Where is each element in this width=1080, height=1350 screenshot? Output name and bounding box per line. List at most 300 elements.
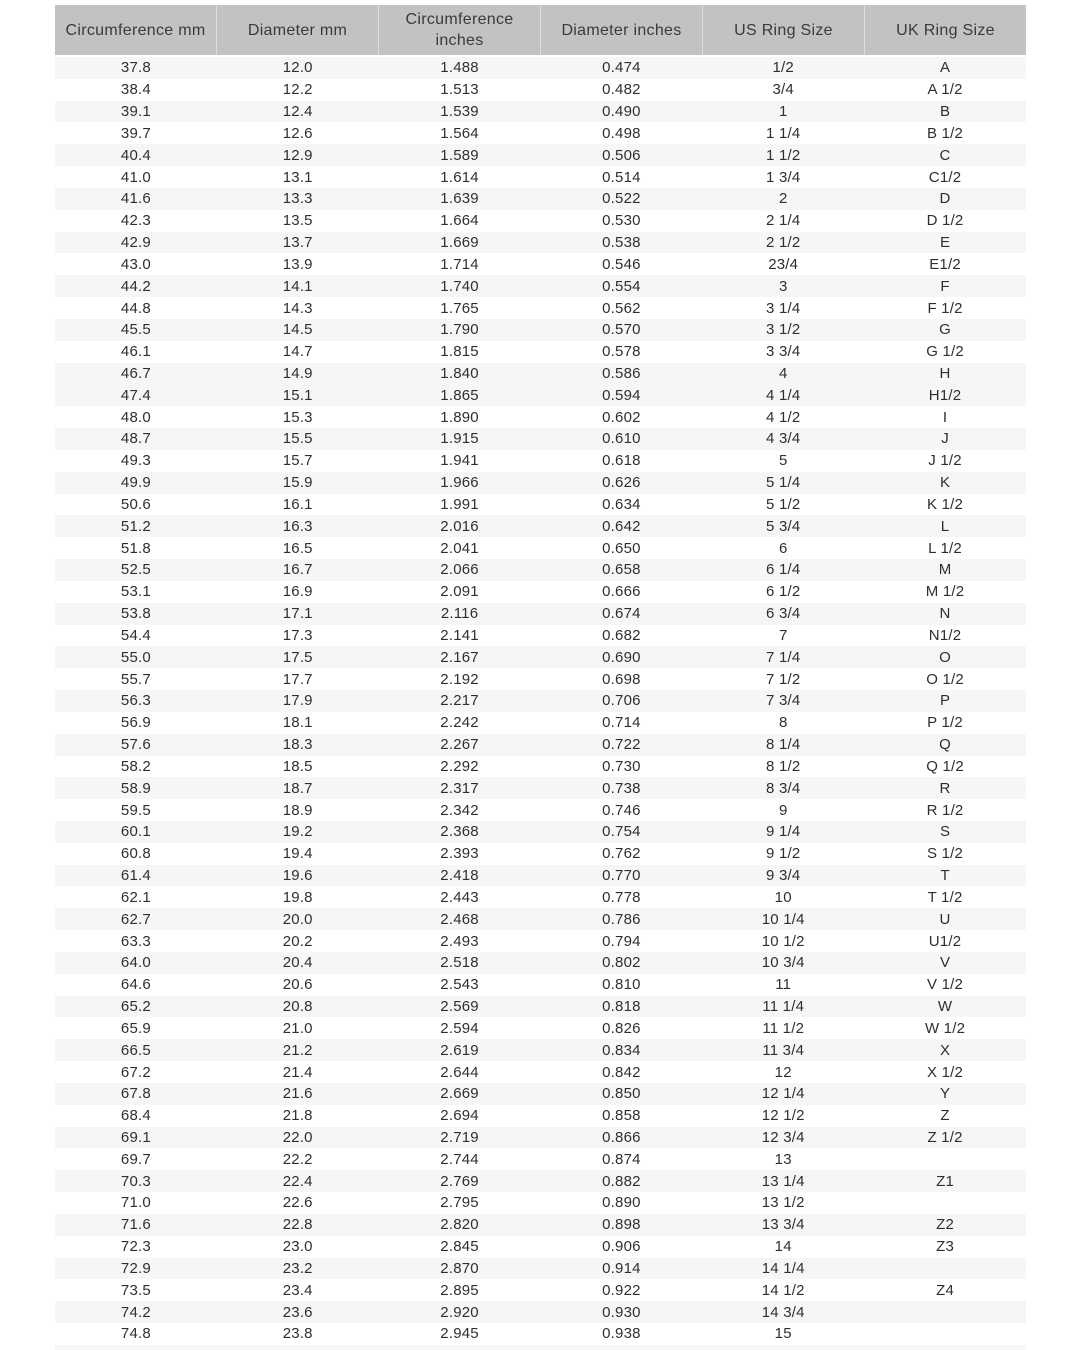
table-cell: 2.543 [440,976,479,994]
table-cell: 59.5 [120,801,151,819]
table-cell: 0.842 [602,1063,641,1081]
table-cell: 2.468 [440,910,479,928]
table-cell: 0.690 [602,648,641,666]
table-cell: 0.666 [602,583,641,601]
table-cell: 47.4 [120,386,151,404]
table-cell: 1.915 [440,430,479,448]
table-cell: 17.3 [282,626,313,644]
table-cell: 0.898 [602,1216,641,1234]
table-cell: 14.3 [282,299,313,317]
table-cell: 63.3 [120,932,151,950]
table-cell: 0.802 [602,954,641,972]
table-cell: 13 3/4 [761,1216,805,1234]
table-cell: 2 1/2 [766,234,801,252]
table-row [55,996,1026,1018]
table-cell: 0.778 [602,888,641,906]
table-row [55,1301,1026,1323]
table-cell [864,1323,1026,1345]
table-cell: Z2 [936,1216,954,1234]
table-cell: 0.586 [602,365,641,382]
table-cell: N [939,605,951,623]
table-cell: C [939,146,951,164]
table-cell: 17.7 [282,670,313,688]
table-cell: 2.569 [440,998,479,1016]
table-cell: 0.762 [602,845,641,863]
table-cell: 4 1/4 [766,386,801,404]
table-cell: 5 [778,452,788,470]
table-row [55,1192,1026,1214]
table-row [55,952,1026,974]
table-cell: 1.840 [440,365,479,382]
table-cell: D 1/2 [926,212,964,230]
table-cell: A 1/2 [927,81,963,99]
table-cell: 2.141 [440,626,479,644]
table-cell: 21.8 [282,1107,313,1125]
table-cell: 19.6 [282,867,313,885]
table-cell: 14.9 [282,365,313,382]
table-cell: 2.493 [440,932,479,950]
table-cell: V [939,954,951,972]
table-cell: 39.7 [120,124,151,142]
table-cell: Z 1/2 [927,1128,963,1146]
table-cell [217,1345,379,1350]
table-cell [864,1345,1026,1350]
table-row [55,101,1026,123]
table-row [55,843,1026,865]
table-cell: 48.0 [120,408,151,426]
table-cell: 0.850 [602,1085,641,1103]
table-cell: 6 1/2 [766,583,801,601]
table-cell: A [939,59,951,77]
table-cell: 0.642 [602,517,641,535]
table-row [55,799,1026,821]
table-cell: 3 1/2 [766,321,801,339]
table-cell: X [939,1041,951,1059]
table-cell: 13 1/2 [761,1194,805,1212]
table-cell: 7 [778,626,788,644]
table-cell: 12 1/4 [761,1085,805,1103]
table-cell: 48.7 [120,430,151,448]
table-row [55,319,1026,341]
table-cell: 1/2 [772,59,794,77]
table-cell: 13.7 [282,234,313,252]
table-cell: 23.8 [282,1325,313,1343]
table-cell: 1.564 [440,124,479,142]
table-cell: Z1 [936,1172,954,1190]
table-cell: 1.664 [440,212,479,230]
table-cell: Z4 [936,1281,954,1299]
table-cell: 16.7 [282,561,313,579]
table-cell: I [942,408,948,426]
table-cell: 62.1 [120,888,151,906]
table-cell: 0.498 [602,124,641,142]
table-cell: J 1/2 [928,452,962,470]
table-cell: 4 [778,365,788,382]
table-cell: 0.522 [602,190,641,208]
table-cell: 0.834 [602,1041,641,1059]
table-cell: 44.2 [120,277,151,295]
table-cell: M [938,561,952,579]
table-cell: 10 3/4 [761,954,805,972]
table-row [55,1258,1026,1280]
table-cell: 20.0 [282,910,313,928]
table-row [55,1323,1026,1345]
table-cell: 2.719 [440,1128,479,1146]
table-cell: 0.578 [602,343,641,361]
table-cell: 2.066 [440,561,479,579]
table-cell: S 1/2 [927,845,964,863]
table-cell: 21.6 [282,1085,313,1103]
table-cell: 13.3 [282,190,313,208]
table-cell: 0.706 [602,692,641,710]
table-cell: 0.770 [602,867,641,885]
table-cell: 13 1/4 [761,1172,805,1190]
table-row [55,515,1026,537]
table-cell: 0.922 [602,1281,641,1299]
table-cell [540,1345,702,1350]
table-cell: T [940,867,950,885]
table-cell: 3/4 [772,81,794,99]
table-cell: 8 1/4 [766,736,801,754]
table-cell: 0.482 [602,81,641,99]
table-cell: 0.826 [602,1019,641,1037]
table-row [55,537,1026,559]
table-row [55,756,1026,778]
table-row [55,865,1026,887]
table-cell: G 1/2 [926,343,964,361]
table-cell: 18.7 [282,779,313,797]
table-cell: 0.682 [602,626,641,644]
table-cell: M 1/2 [925,583,965,601]
table-row [55,559,1026,581]
table-cell: X 1/2 [927,1063,964,1081]
table-row [55,253,1026,275]
table-cell: 2.795 [440,1194,479,1212]
table-cell: 0.754 [602,823,641,841]
table-cell: 51.2 [120,517,151,535]
table-cell: 15.7 [282,452,313,470]
table-row [55,232,1026,254]
table-cell: S [939,823,951,841]
table-cell: 14.1 [282,277,313,295]
table-cell: 21.0 [282,1019,313,1037]
table-cell: 2.317 [440,779,479,797]
table-cell: 53.1 [120,583,151,601]
column-header-circumference-mm: Circumference mm [65,21,206,39]
table-cell: 72.3 [120,1238,151,1256]
table-cell: 2.669 [440,1085,479,1103]
table-cell: L [940,517,950,535]
table-cell: J [941,430,949,448]
table-cell: 52.5 [120,561,151,579]
table-body [55,57,1026,1350]
table-cell: 49.9 [120,474,151,492]
table-cell: 11 1/4 [762,998,805,1016]
table-cell: 16.5 [282,539,313,557]
table-cell: 55.7 [120,670,151,688]
table-cell: 2.393 [440,845,479,863]
table-cell: 1.790 [440,321,479,339]
table-cell: 3 1/4 [766,299,801,317]
table-cell: 1.991 [440,495,479,513]
table-cell: 23.0 [282,1238,313,1256]
column-header-diameter-mm: Diameter mm [216,5,378,55]
table-row [55,734,1026,756]
table-row [55,297,1026,319]
table-cell: 1.865 [440,386,479,404]
table-cell: U1/2 [928,932,962,950]
table-cell: 54.4 [120,626,151,644]
table-cell: 13.1 [282,168,313,186]
table-cell: 46.7 [120,365,151,382]
table-row [55,1279,1026,1301]
table-cell: 0.650 [602,539,641,557]
table-cell: 5 1/2 [766,495,801,513]
table-cell: 65.9 [120,1019,151,1037]
table-cell: 1.890 [440,408,479,426]
table-cell: 22.4 [282,1172,313,1190]
table-cell: 40.4 [120,146,151,164]
table-cell: 0.546 [602,255,641,273]
table-cell: 18.3 [282,736,313,754]
table-cell: 46.1 [120,343,151,361]
table-cell: 0.882 [602,1172,641,1190]
table-cell: 13.9 [282,255,313,273]
table-cell: U [939,910,951,928]
table-cell: 9 [778,801,788,819]
table-header-row [55,5,1026,55]
table-cell: 69.7 [120,1150,151,1168]
table-cell: 18.1 [282,714,313,732]
table-cell: 38.4 [120,81,151,99]
table-cell: 70.3 [120,1172,151,1190]
table-row [55,1148,1026,1170]
table-cell [864,1148,1026,1170]
table-cell: 23.6 [282,1303,313,1321]
table-cell: 0.570 [602,321,641,339]
table-cell: 2.418 [440,867,479,885]
table-cell: 0.810 [602,976,641,994]
table-cell: 0.506 [602,146,641,164]
table-cell: Q [939,736,951,754]
table-cell: 71.6 [120,1216,151,1234]
table-cell: 19.4 [282,845,313,863]
table-cell: 10 1/4 [761,910,805,928]
table-cell: 43.0 [120,255,151,273]
table-cell [864,1258,1026,1280]
table-cell: 10 1/2 [761,932,805,950]
table-cell: 0.818 [602,998,641,1016]
table-cell: 56.3 [120,692,151,710]
table-cell: 1.614 [440,168,479,186]
table-cell: 44.8 [120,299,151,317]
table-cell: 0.714 [602,714,641,732]
table-row [55,57,1026,79]
table-cell: 7 3/4 [766,692,801,710]
table-cell: 1.765 [440,299,479,317]
table-cell: 5 3/4 [766,517,801,535]
table-cell: K 1/2 [927,495,964,513]
table-cell: E [939,234,951,252]
table-cell: 58.9 [120,779,151,797]
table-cell: P [939,692,951,710]
table-cell: W [937,998,953,1016]
table-cell: 1.488 [440,59,479,77]
table-cell [864,1192,1026,1214]
table-cell: 2.041 [440,539,479,557]
table-cell: L 1/2 [928,539,962,557]
table-cell: 0.938 [602,1325,641,1343]
table-cell: 12 3/4 [761,1128,805,1146]
table-cell: 74.8 [120,1325,151,1343]
table-cell: 12.4 [282,103,313,121]
table-cell: 1.966 [440,474,479,492]
table-row [55,712,1026,734]
table-cell: 4 3/4 [766,430,801,448]
table-cell: G [939,321,951,339]
table-cell: 14 1/4 [761,1259,805,1277]
table-cell: 2.292 [440,757,479,775]
table-row [55,363,1026,385]
table-cell: 66.5 [120,1041,151,1059]
table-cell: 0.626 [602,474,641,492]
table-cell: 37.8 [120,59,151,77]
table-cell: 12 [774,1063,792,1081]
table-cell: 1 3/4 [766,168,801,186]
table-cell: 73.5 [120,1281,151,1299]
table-row [55,821,1026,843]
table-cell: 2 [778,190,788,208]
table-cell: C1/2 [928,168,962,186]
table-cell: 17.5 [282,648,313,666]
table-row [55,1061,1026,1083]
table-row [55,886,1026,908]
table-cell: N1/2 [928,626,962,644]
table-cell: 7 1/2 [766,670,801,688]
table-cell: 2.895 [440,1281,479,1299]
table-cell: 15.3 [282,408,313,426]
table-cell: 8 1/2 [766,757,801,775]
table-cell: 2.845 [440,1238,479,1256]
table-cell: 0.858 [602,1107,641,1125]
table-cell: 16.1 [282,495,313,513]
table-cell [702,1345,864,1350]
table-cell: 0.794 [602,932,641,950]
table-cell: 2.945 [440,1325,479,1343]
table-cell: 49.3 [120,452,151,470]
table-cell: 12.2 [282,81,313,99]
table-cell: 15.9 [282,474,313,492]
table-cell: E1/2 [929,255,961,273]
table-cell: Y [939,1085,951,1103]
table-row [55,384,1026,406]
table-cell: 10 [774,888,792,906]
table-cell: 50.6 [120,495,151,513]
table-cell: 0.914 [602,1259,641,1277]
column-header-circumference-inches: Circumference inches [378,5,540,55]
table-cell: 22.8 [282,1216,313,1234]
table-row [55,1170,1026,1192]
table-cell: 15.5 [282,430,313,448]
table-row [55,1105,1026,1127]
table-row [55,166,1026,188]
table-cell [55,1345,217,1350]
table-cell: 9 1/4 [766,823,801,841]
table-row [55,275,1026,297]
table-cell: 0.738 [602,779,641,797]
table-cell [379,1345,541,1350]
table-cell: 0.890 [602,1194,641,1212]
table-cell: 0.634 [602,495,641,513]
table-cell: 23/4 [768,255,799,273]
column-header-us-ring-size: US Ring Size [702,5,864,55]
table-cell: Z [940,1107,950,1125]
table-cell: 67.8 [120,1085,151,1103]
table-cell: 1.589 [440,146,479,164]
table-cell: W 1/2 [924,1019,966,1037]
table-cell: H1/2 [928,386,962,404]
table-cell: 65.2 [120,998,151,1016]
table-cell: 60.1 [120,823,151,841]
table-cell: 45.5 [120,321,151,339]
table-cell: 2.870 [440,1259,479,1277]
table-cell: 0.906 [602,1238,641,1256]
table-row [55,1017,1026,1039]
table-row [55,494,1026,516]
table-cell: 0.930 [602,1303,641,1321]
table-cell: 2.091 [440,583,479,601]
table-cell: 3 3/4 [766,343,801,361]
table-cell: 16.3 [282,517,313,535]
table-cell: 68.4 [120,1107,151,1125]
table-cell: 5 1/4 [766,474,801,492]
table-cell: 22.0 [282,1128,313,1146]
table-cell: 20.6 [282,976,313,994]
table-cell: 23.2 [282,1259,313,1277]
table-cell: F [940,277,950,295]
table-cell: 22.2 [282,1150,313,1168]
table-cell: 9 3/4 [766,867,801,885]
table-cell: P 1/2 [927,714,963,732]
table-cell: 1.539 [440,103,479,121]
table-cell: 21.2 [282,1041,313,1059]
table-cell: 1 1/4 [766,124,801,142]
table-cell: 2.443 [440,888,479,906]
table-cell: Z3 [936,1238,954,1256]
table-cell: 2 1/4 [766,212,801,230]
table-cell: 6 [778,539,788,557]
column-header-diameter-inches: Diameter inches [540,5,702,55]
table-cell: 13 [774,1150,792,1168]
table-row [55,428,1026,450]
table-cell: 18.9 [282,801,313,819]
table-cell: 1.513 [440,81,479,99]
table-cell: 0.554 [602,277,641,295]
table-row [55,472,1026,494]
table-cell: 7 1/4 [766,648,801,666]
table-row [55,79,1026,101]
table-cell: 2.016 [440,517,479,535]
table-cell: 12.9 [282,146,313,164]
table-cell: 2.920 [440,1303,479,1321]
table-cell: 56.9 [120,714,151,732]
table-cell: 1.815 [440,343,479,361]
table-row [55,1039,1026,1061]
table-cell: 60.8 [120,845,151,863]
table-row [55,908,1026,930]
table-cell: 1.669 [440,234,479,252]
table-cell: O [939,648,951,666]
